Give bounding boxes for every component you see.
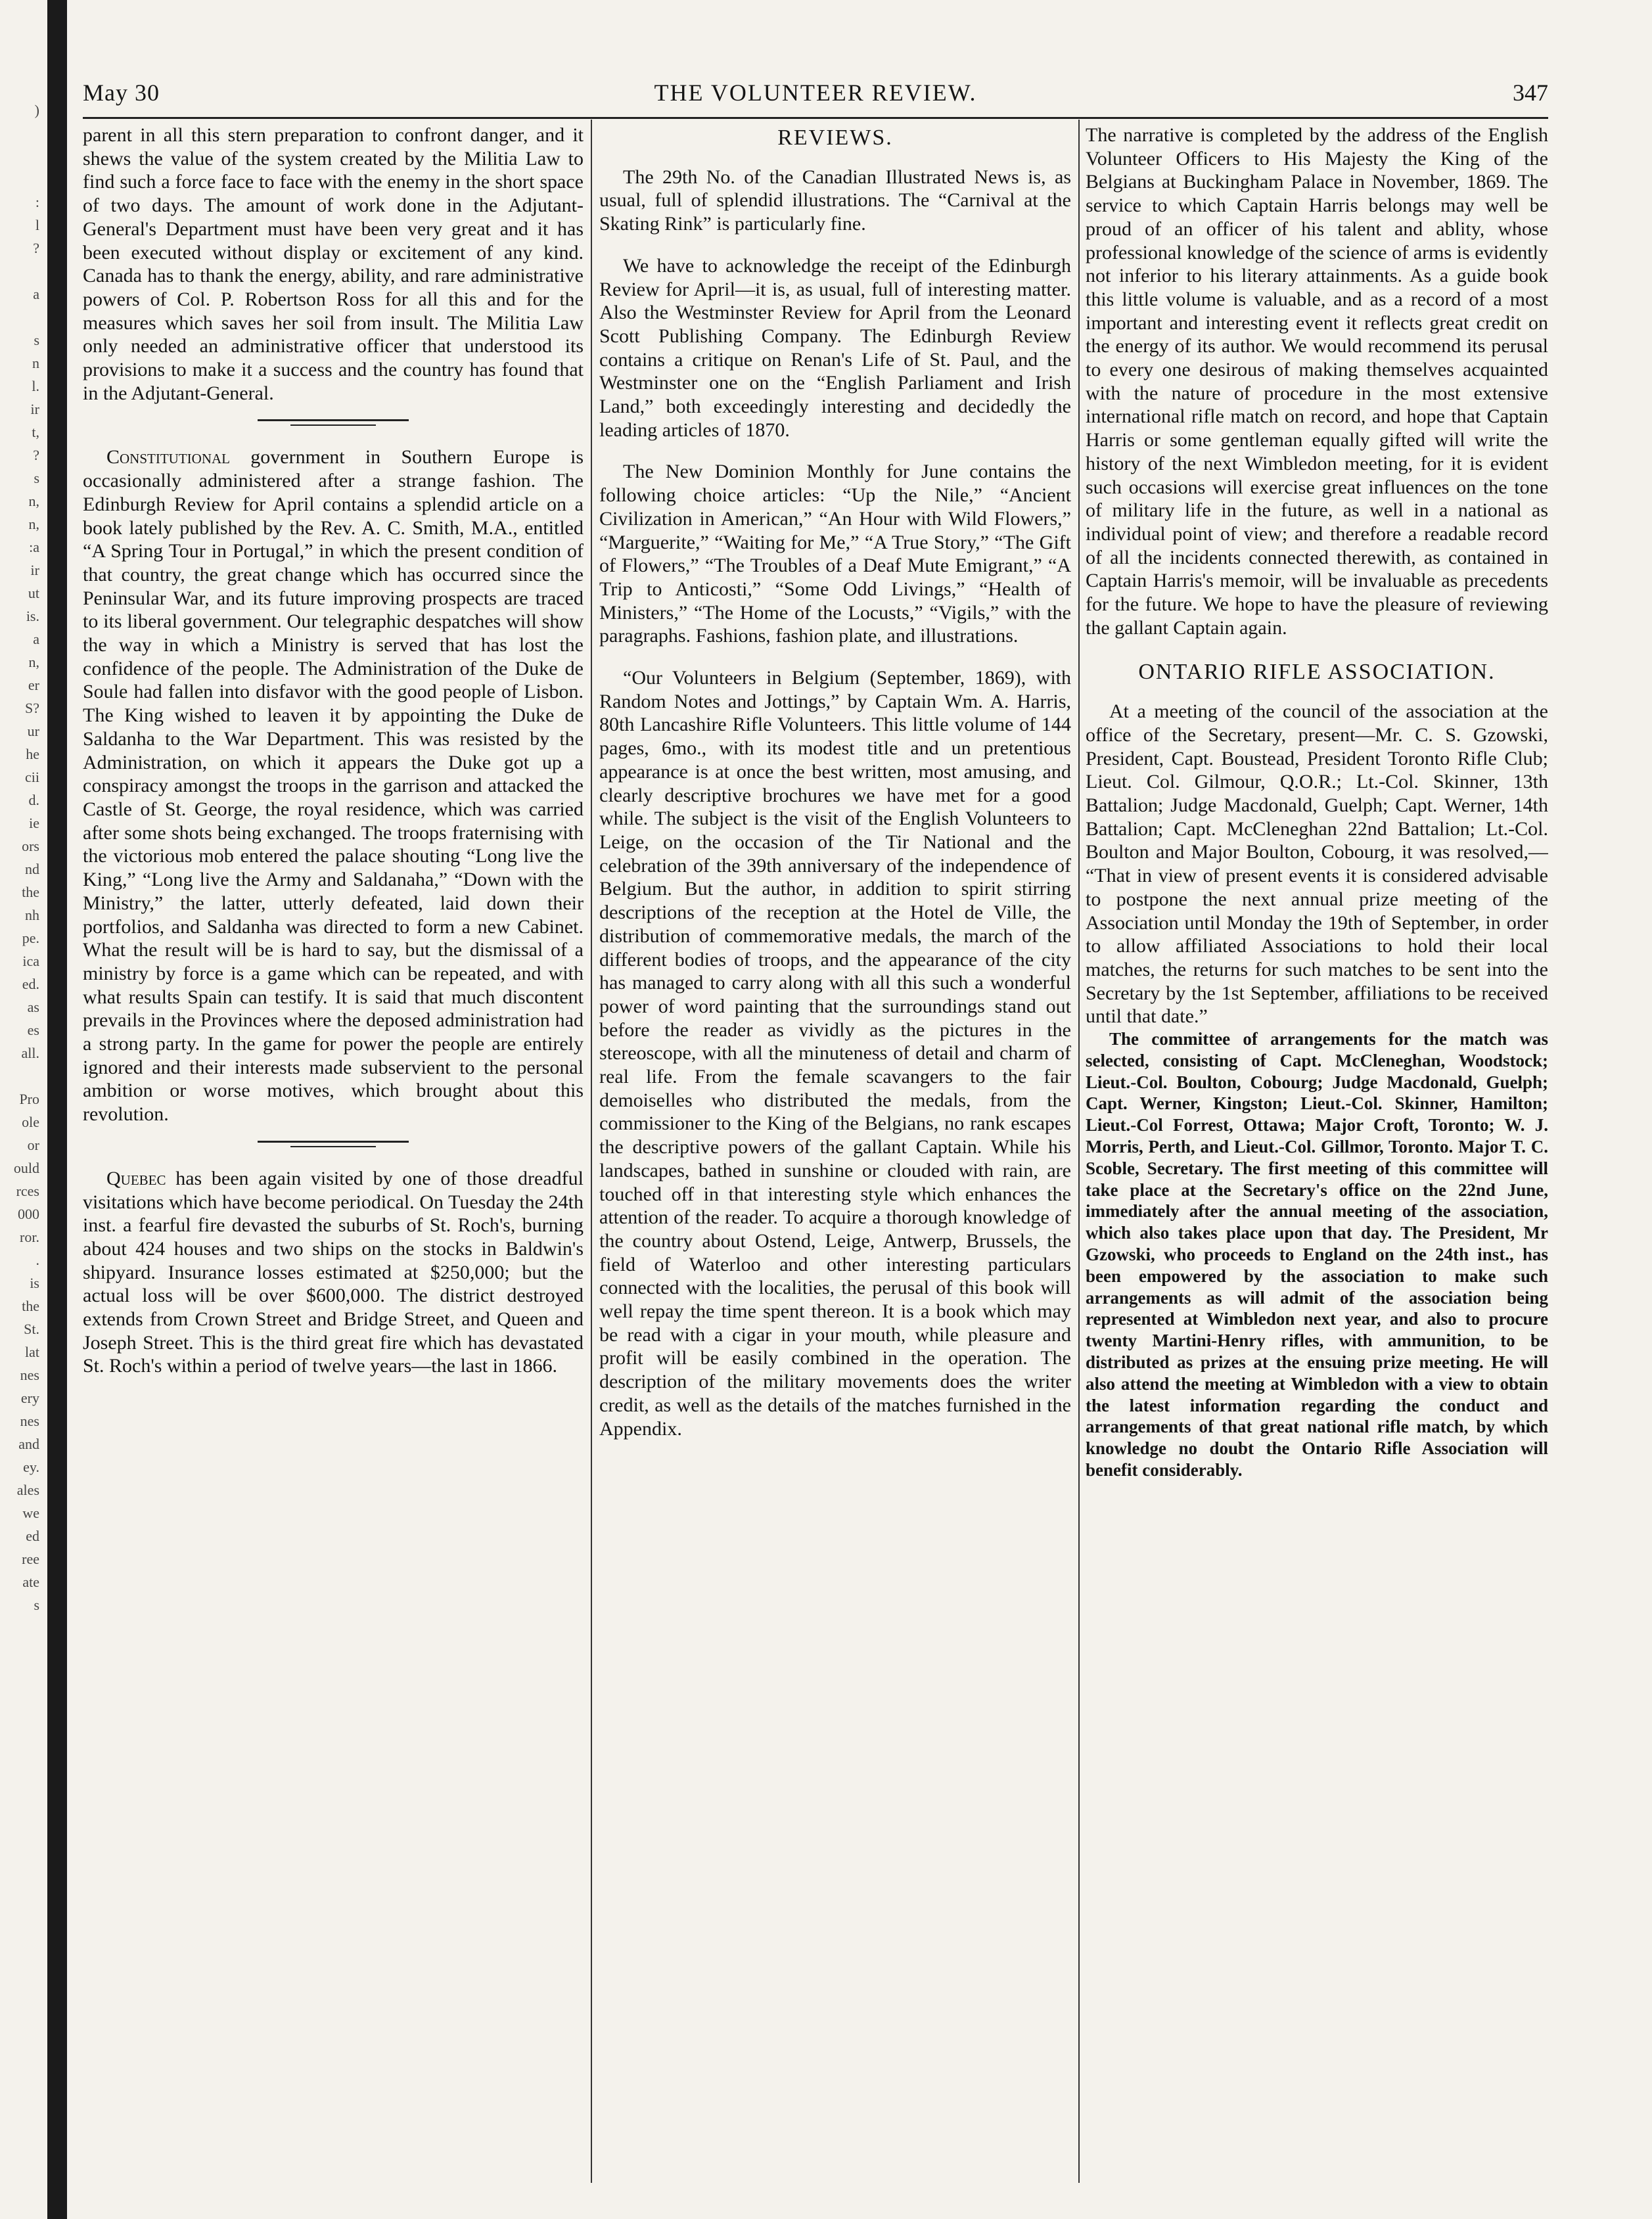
article-paragraph: The narrative is completed by the address of the English Volunteer Officers to His Majesty the King of the Belgians at Buckingham Palace in November, 1869. The service to which Captain Harris belongs may well be proud of an officer of his talent and ablity, whose professional knowledge of the science of arms is evidently not inferior to his literary attainments. As a guide book this little volume is valuable, and as a record of a most important and interesting event it reflects great credit on the energy of its author. We would recommend its perusal to every one desirous of making themselves acquainted with the nature of procedure in the most extensive international rifle match on record, and hope that Captain Harris or some gentleman equally gifted will write the history of the next Wimbledon meeting, for it is evident such occasions will exercise great influences on the tone of military life in the future, as well in a national as individual point of view; and therefore a readable record of all the incidents connected therewith, as contained in Captain Harris's memoir, will be invaluable as precedents for the future. We hope to have the pleasure of reviewing the gallant Captain again. [1086, 124, 1548, 639]
margin-fragment: l [35, 217, 39, 233]
lead-word: Constitutional [106, 446, 230, 469]
margin-fragment: St. [24, 1321, 39, 1337]
margin-fragment: S? [25, 700, 39, 716]
column-rule-2 [1078, 120, 1080, 2183]
article-paragraph: parent in all this stern preparation to confront danger, and it shews the value of the system created by the Militia Law to find such a force face to face with the enemy in the short space of two days. The amount of work done in the Adjutant-General's Department must have been very great and it has been executed without display or excitement of any kind. Canada has to thank the energy, ability, and rare administrative powers of Col. P. Robertson Ross for all this and for the measures which saves her soil from insult. The Militia Law only needed an administrative officer that understood its provisions to make it a success and the country has found that in the Adjutant-General. [83, 124, 584, 404]
margin-fragment: ir [30, 562, 39, 578]
margin-fragment: ors [22, 838, 39, 854]
column-3 [1086, 124, 1548, 2180]
journal-title: THE VOLUNTEER REVIEW. [654, 80, 977, 106]
margin-fragment: ree [22, 1551, 39, 1567]
margin-fragment: ate [22, 1574, 39, 1590]
margin-fragment: ales [16, 1482, 39, 1498]
margin-fragment: n, [28, 516, 39, 532]
margin-fragment: ica [22, 953, 39, 969]
header-date: May 30 [83, 80, 160, 106]
margin-fragment: t, [32, 424, 39, 440]
margin-fragment: or [27, 1137, 39, 1153]
margin-fragment: a [33, 631, 39, 647]
scan-gutter-shadow [47, 0, 67, 2219]
margin-fragment: es [27, 1022, 39, 1038]
margin-fragment: all. [21, 1045, 39, 1061]
margin-fragment [0, 1064, 39, 1087]
adjacent-page-fragments [0, 99, 39, 1616]
margin-fragment: and [18, 1436, 39, 1452]
margin-fragment: is. [26, 608, 39, 624]
section-title-ontario-rifle-association: ONTARIO RIFLE ASSOCIATION. [1138, 660, 1496, 685]
margin-fragment: : [35, 194, 39, 210]
margin-fragment: ? [33, 240, 39, 256]
margin-fragment: ur [27, 723, 39, 739]
article-paragraph: At a meeting of the council of the association at the office of the Secretary, present—Mr. C. S. Gzowski, President, Capt. Boustead, President Toronto Rifle Club; Lieut. Col. Gilmour, Q.O.R.; Lt.-Col. Skinner, 13th Battalion; Judge Macdonald, Guelph; Capt. Werner, 14th Battalion; Capt. McCleneghan 22nd Battalion; Lt.-Col. Boulton and Major Boulton, Cobourg, it was resolved,— “That in view of present events it is considered advisable to postpone the next annual prize meeting of the Association until Monday the 19th of September, in order to allow affiliated Associations to hold their local matches, the returns for such matches to be sent into the Secretary by the 1st September, affiliations to be received until that date.” [1086, 700, 1548, 1028]
article-paragraph: The committee of arrangements for the match was selected, consisting of Capt. McCleneghan, Woodstock; Lieut.-Col. Boulton, Cobourg; Judge Macdonald, Guelph; Capt. Werner, Kingston; Lieut.-Col. Skinner, Hamilton; Lieut.-Col Forrest, Ottawa; Major Croft, Toronto; W. J. Morris, Perth, and Lieut.-Col. Gillmor, Toronto. Major T. C. Scoble, Secretary. The first meeting of this committee will take place at the Secretary's office on the 22nd June, immediately after the annual meeting of the association, which also takes place upon that day. The President, Mr Gzowski, who proceeds to England on the 24th inst., has been empowered by the association to make such arrangements as will admit of the association being represented at Wimbledon next year, and also to procure twenty Martini-Henry rifles, with ammunition, to be distributed as prizes at the ensuing prize meeting. He will also attend the meeting at Wimbledon with a view to obtain the latest information regarding the conduct and arrangements of that great national rifle match, by which knowledge no doubt the Ontario Rifle Association will benefit considerably. [1086, 1029, 1548, 1480]
margin-fragment: ey. [23, 1459, 39, 1475]
margin-fragment: ir [30, 401, 39, 417]
section-separator [258, 1141, 409, 1147]
article-paragraph: The New Dominion Monthly for June contains the following choice articles: “Up the Nile,” “Ancient Civilization in American,” “An Hour with Wild Flowers,” “Marguerite,” “Waiting for Me,” “A True Story,” “The Gift of Flowers,” “The Troubles of a Deaf Mute Emigrant,” “A Trip to Anticosti,” “Some Odd Livings,” “Health of Ministers,” “The Home of the Locusts,” “Vigils,” with the paragraphs. Fashions, fashion plate, and illustrations. [599, 461, 1071, 647]
margin-fragment: n, [28, 493, 39, 509]
margin-fragment: is [30, 1275, 39, 1291]
margin-fragment: . [35, 1252, 39, 1268]
column-rule-1 [591, 120, 592, 2183]
margin-fragment: l. [32, 378, 39, 394]
margin-fragment: we [22, 1505, 39, 1521]
margin-fragment: s [34, 1597, 39, 1613]
lead-word: Quebec [106, 1167, 166, 1189]
margin-fragment: ie [29, 815, 39, 831]
margin-fragment: :a [29, 539, 39, 555]
margin-fragment: ole [22, 1114, 39, 1130]
paragraph-body: has been again visited by one of those dreadful visitations which have become periodical. On Tuesday the 24th inst. a fearful fire devasted the suburbs of St. Roch's, burning about 424 houses and two ships on the stocks in Baldwin's shipyard. Insurance losses estimated at $250,000; but the actual loss will be over $600,000. The district destroyed extends from Crown Street and Bridge Street, and Queen and Joseph Street. This is the third great fire which has devastated St. Roch's within a period of twelve years—the last in 1866. [83, 1167, 584, 1377]
article-paragraph: “Our Volunteers in Belgium (September, 1869), with Random Notes and Jottings,” by Captain Wm. A. Harris, 80th Lancashire Rifle Volunteers. This little volume of 144 pages, 6mo., with its modest title and un pretentious appearance is at once the best written, most amusing, and clearly descriptive brochures we have met for a good while. The subject is the visit of the English Volunteers to Leige, on the occasion of the Tir National and the celebration of the 39th anniversary of the independence of Belgium. But the author, in addition to spirit stirring descriptions of the reception at the Hotel de Ville, the distribution of commemorative medals, the march of the different bodies of troops, and the appearance of the city has managed to carry along with all this such a wonderful power of word painting that the surroundings stand out before the reader as vividly as the pictures in the stereoscope, with all the minuteness of detail and charm of real life. From the female scavangers to the fair demoiselles who distributed the medals, from the commissioner to the King of the Belgians, no rank escapes the descriptive powers of the gallant Captain. While his landscapes, bathed in sunshine or clouded with rain, are touched off in that interesting style which enhances the attention of the reader. To acquire a thorough knowledge of the country about Ostend, Leige, Antwerp, Brussels, the field of Waterloo and other interesting particulars connected with the localities, the perusal of this book will well repay the time spent thereon. It is a book which may be read with a cigar in your mouth, while pleasure and profit will be easily combined in the operation. The description of the military movements does the writer credit, as well as the details of the matches furnished in the Appendix. [599, 667, 1071, 1440]
article-paragraph: The 29th No. of the Canadian Illustrated News is, as usual, full of splendid illustrations. The “Carnival at the Skating Rink” is particularly fine. [599, 166, 1071, 235]
margin-fragment: ed. [22, 976, 39, 992]
margin-fragment: nh [25, 907, 39, 923]
margin-fragment: nd [25, 861, 39, 877]
margin-fragment [0, 122, 39, 145]
column-1 [83, 124, 584, 2180]
margin-fragment: the [22, 884, 39, 900]
margin-fragment: cii [25, 769, 39, 785]
margin-fragment: ? [33, 447, 39, 463]
margin-fragment: s [34, 470, 39, 486]
page-header [83, 79, 1548, 116]
margin-fragment: he [26, 746, 39, 762]
section-title-reviews: REVIEWS. [777, 126, 893, 150]
margin-fragment: n, [28, 654, 39, 670]
column-2 [599, 124, 1071, 2180]
margin-fragment: nes [20, 1413, 39, 1429]
article-paragraph [83, 446, 584, 1126]
margin-fragment: lat [25, 1344, 39, 1360]
margin-fragment: d. [28, 792, 39, 808]
margin-fragment: ed [26, 1528, 39, 1544]
margin-fragment: n [32, 355, 39, 371]
margin-fragment: rces [16, 1183, 39, 1199]
margin-fragment [0, 260, 39, 283]
margin-fragment: a [33, 286, 39, 302]
margin-fragment: ut [28, 585, 39, 601]
margin-fragment: ery [20, 1390, 39, 1406]
margin-fragment: ror. [20, 1229, 39, 1245]
margin-fragment: Pro [19, 1091, 39, 1107]
margin-fragment: 000 [18, 1206, 39, 1222]
margin-fragment: s [34, 332, 39, 348]
margin-fragment: ould [13, 1160, 39, 1176]
paragraph-body: government in Southern Europe is occasionally administered after a strange fashion. The Edinburgh Review for April contains a splendid article on a book lately published by the Rev. A. C. Smith, M.A., entitled “A Spring Tour in Portugal,” in which the present condition of that country, the great change which has occurred since the Peninsular War, and its future improving prospects are traced to its liberal government. Our telegraphic despatches will show the way in which a Ministry is served that has lost the confidence of the people. The Administration of the Duke de Soule had fallen into disfavor with the good people of Lisbon. The King wished to leaven it by appointing the Duke de Saldanha to the War Department. This was resisted by the Administration, on which it appears the Duke got up a conspiracy amongst the troops in the garrison and attacked the Castle of St. George, the royal residence, which was carried after some shots being exchanged. The troops fraternising with the victorious mob entered the palace shouting “Long live the King,” “Long live the Army and Saldanaha,” “Down with the Ministry,” the latter, utterly defeated, laid down their portfolios, and Saldanha was directed to form a new Cabinet. What the result will be is hard to say, but the dismissal of a ministry by force is a game which can be repeated, and with what results Spain can testify. It is said that much discontent prevails in the Provinces where the deposed administration had a strong party. In the game for power the people are entirely ignored and their interests made subservient to the personal ambition or worse motives, which brought about this revolution. [83, 446, 584, 1126]
article-paragraph [83, 1167, 584, 1378]
margin-fragment: as [27, 999, 39, 1015]
margin-fragment: er [28, 677, 39, 693]
margin-fragment [0, 306, 39, 329]
margin-fragment: the [22, 1298, 39, 1314]
margin-fragment [0, 145, 39, 168]
margin-fragment: ) [34, 102, 39, 118]
margin-fragment: pe. [22, 930, 39, 946]
section-separator [258, 419, 409, 426]
article-paragraph: We have to acknowledge the receipt of the Edinburgh Review for April—it is, as usual, full of interesting matter. Also the Westminster Review for April from the Leonard Scott Publishing Company. The Edinburgh Review contains a critique on Renan's Life of St. Paul, and the Westminster one on the “English Parliament and Irish Land,” both exceedingly interesting and decidedly the leading articles of 1870. [599, 254, 1071, 441]
page-number: 347 [1513, 80, 1548, 106]
margin-fragment [0, 168, 39, 191]
header-rule [83, 117, 1548, 119]
margin-fragment: nes [20, 1367, 39, 1383]
